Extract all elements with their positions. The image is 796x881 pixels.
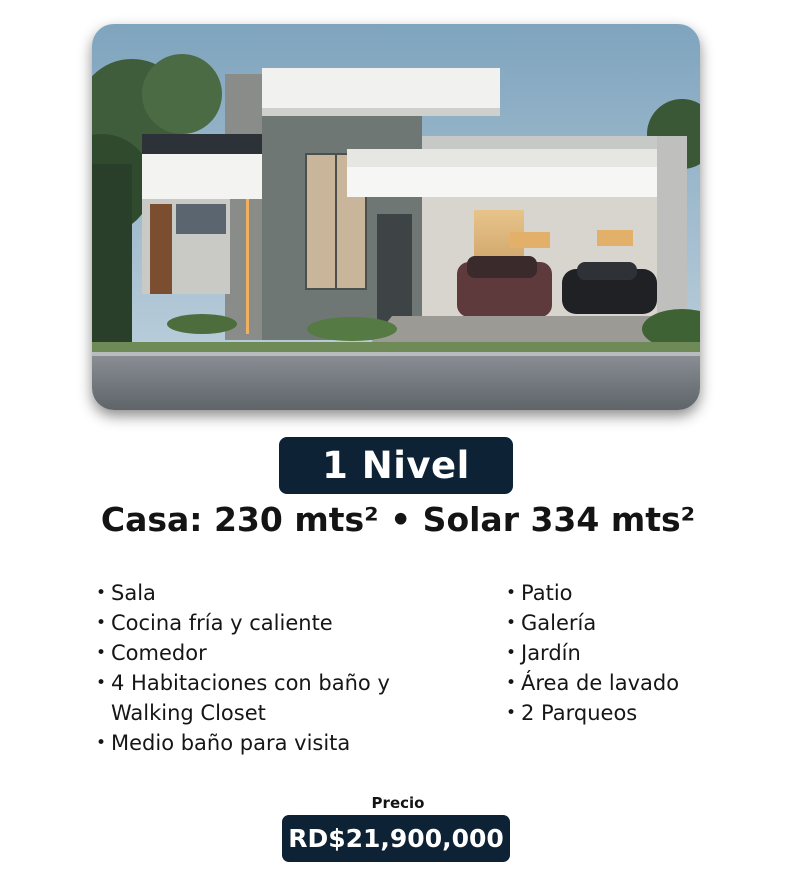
house-illustration <box>92 24 700 410</box>
feature-list-left <box>96 578 476 758</box>
feature-list-right <box>506 578 756 728</box>
list-item: • Medio baño para visita <box>96 728 476 758</box>
level-badge <box>279 437 513 494</box>
list-item: • Jardín <box>506 638 756 668</box>
area-summary: Casa: 230 mts² • Solar 334 mts² <box>100 500 696 539</box>
level-label: 1 Nivel <box>322 444 470 487</box>
price-badge <box>282 815 510 862</box>
list-item: • 2 Parqueos <box>506 698 756 728</box>
list-item: • Área de lavado <box>506 668 756 698</box>
price-value: RD$21,900,000 <box>288 824 504 853</box>
list-item: • Galería <box>506 608 756 638</box>
house-render-image <box>92 24 700 410</box>
list-item: • Patio <box>506 578 756 608</box>
price-label: Precio <box>371 794 425 812</box>
list-item: • 4 Habitaciones con baño y Walking Closet <box>96 668 476 728</box>
list-item: • Sala <box>96 578 476 608</box>
list-item: • Cocina fría y caliente <box>96 608 476 638</box>
list-item: • Comedor <box>96 638 476 668</box>
